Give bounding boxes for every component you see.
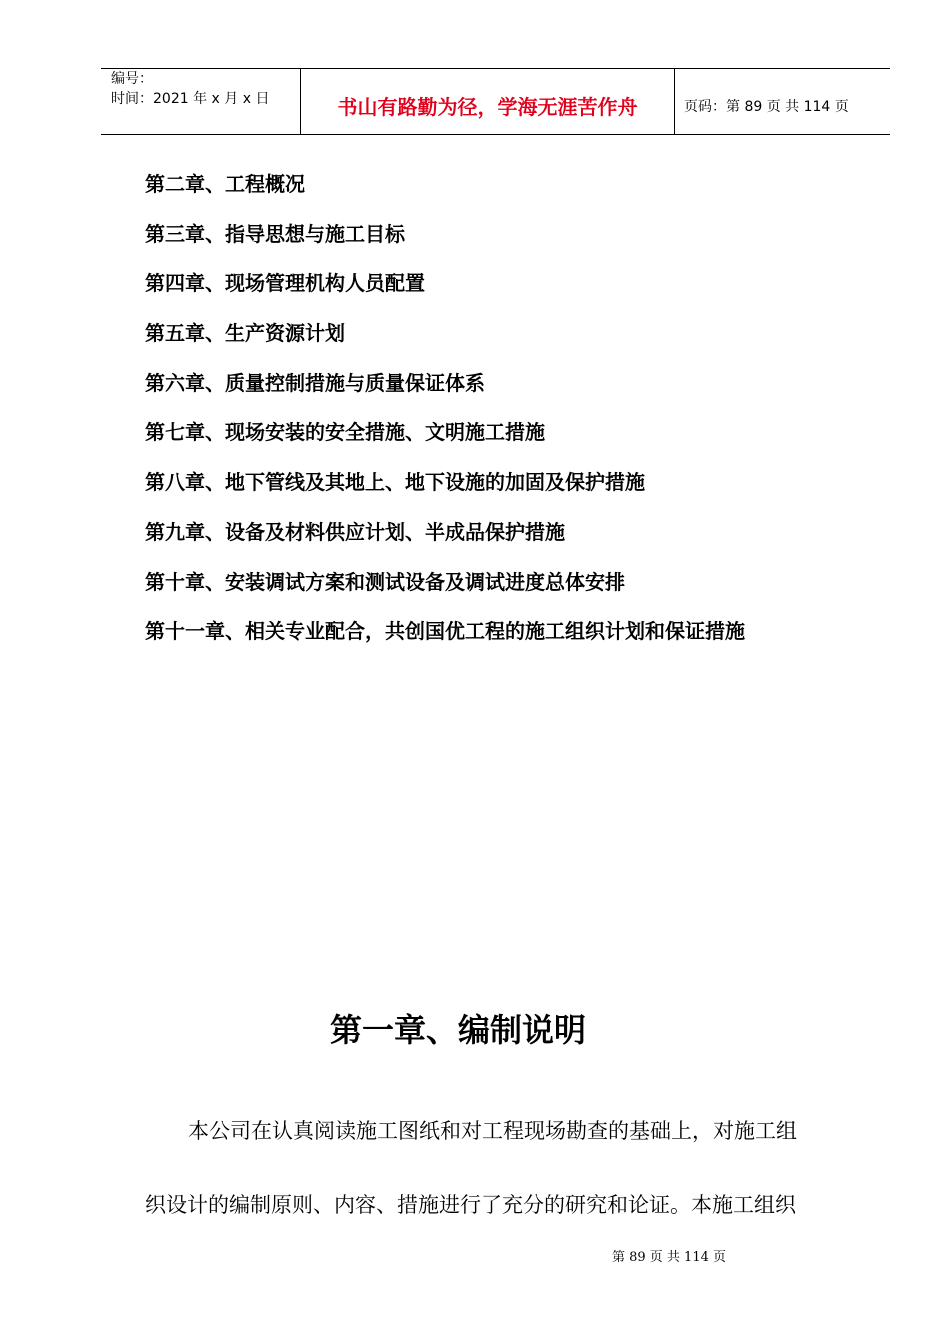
header-page-cell [675,69,890,134]
toc-item: 第九章、设备及材料供应计划、半成品保护措施 [145,519,565,544]
toc-item: 第十章、安装调试方案和测试设备及调试进度总体安排 [145,569,625,594]
toc-item: 第六章、质量控制措施与质量保证体系 [145,370,485,395]
page-footer: 第 89 页 共 114 页 [611,1250,727,1265]
header-page-info: 页码：第 89 页 共 114 页 [684,99,849,115]
document-header [101,68,890,135]
header-motto: 书山有路勤为径，学海无涯苦作舟 [337,95,638,119]
table-of-contents [145,170,745,667]
header-motto-cell [301,69,675,134]
document-date: 时间：2021 年 x 月 x 日 [111,91,270,107]
toc-item: 第十一章、相关专业配合，共创国优工程的施工组织计划和保证措施 [145,619,745,644]
toc-item: 第四章、现场管理机构人员配置 [145,271,425,296]
toc-item: 第七章、现场安装的安全措施、文明施工措施 [145,420,545,445]
body-paragraph-line: 本公司在认真阅读施工图纸和对工程现场勘查的基础上，对施工组 [188,1119,797,1143]
body-paragraph-line: 织设计的编制原则、内容、措施进行了充分的研究和论证。本施工组织 [145,1193,796,1217]
toc-item: 第二章、工程概况 [145,172,305,196]
header-meta-cell [101,69,301,134]
toc-item: 第八章、地下管线及其地上、地下设施的加固及保护措施 [145,470,645,495]
toc-item: 第五章、生产资源计划 [145,321,345,346]
toc-item: 第三章、指导思想与施工目标 [145,221,405,246]
document-number-label: 编号： [111,71,153,87]
chapter-title: 第一章、编制说明 [329,1011,586,1049]
